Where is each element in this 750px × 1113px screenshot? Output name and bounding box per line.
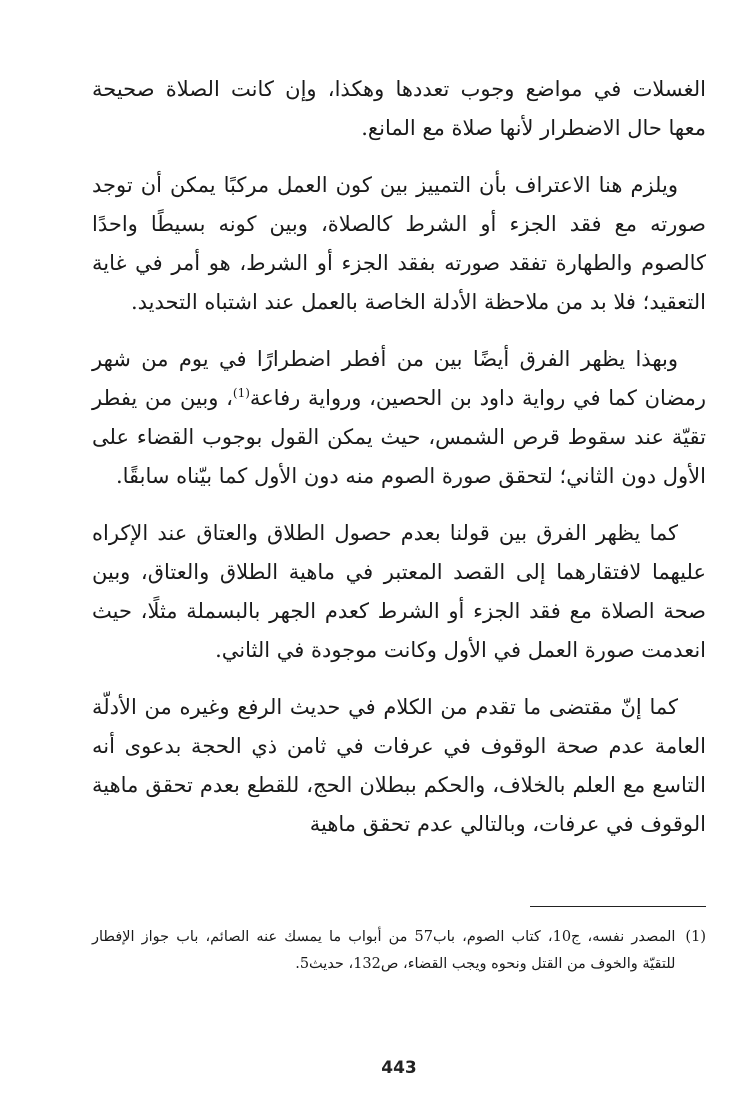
footnote-divider xyxy=(530,906,706,907)
book-page xyxy=(92,70,706,1100)
footnote xyxy=(92,924,706,978)
footnote-text: المصدر نفسه، ج10، كتاب الصوم، باب57 من أبواب ما يمسك عنه الصائم، باب جواز الإفطار للتقيّة والخوف من القتل ونحوه ويجب القضاء، ص132، حديث5. xyxy=(92,929,676,972)
footnote-reference[interactable]: (1) xyxy=(232,386,250,400)
paragraph-3-before-ref: وبهذا يظهر الفرق أيضًا بين من أفطر اضطرارًا في يوم من شهر رمضان كما في رواية داود بن الحصين، ورواية رفاعة xyxy=(92,347,706,410)
paragraph-5: كما إنّ مقتضى ما تقدم من الكلام في حديث الرفع وغيره من الأدلّة العامة عدم صحة الوقوف في عرفات في ثامن ذي الحجة بدعوى أنه التاسع مع العلم بالخلاف، والحكم ببطلان الحج، للقطع بعدم تحقق ماهية الوقوف في عرفات، وبالتالي عدم تحقق ماهية xyxy=(92,695,706,836)
paragraph-2: ويلزم هنا الاعتراف بأن التمييز بين كون العمل مركبًا يمكن أن توجد صورته مع فقد الجزء أو الشرط كالصلاة، وبين كونه بسيطًا واحدًا كالصوم والطهارة تفقد صورته بفقد الجزء أو الشرط، هو أمر في غاية التعقيد؛ فلا بد من ملاحظة الأدلة الخاصة بالعمل عند اشتباه التحديد. xyxy=(92,173,706,314)
footnote-number: (1) xyxy=(685,929,706,945)
page-number: 443 xyxy=(381,1058,417,1078)
paragraph-1: الغسلات في مواضع وجوب تعددها وهكذا، وإن كانت الصلاة صحيحة معها حال الاضطرار لأنها صلاة مع المانع. xyxy=(92,77,706,140)
paragraph-3 xyxy=(92,340,706,496)
main-text xyxy=(92,70,706,844)
paragraph-4: كما يظهر الفرق بين قولنا بعدم حصول الطلاق والعتاق عند الإكراه عليهما لافتقارهما إلى القصد المعتبر في ماهية الطلاق والعتاق، وبين صحة الصلاة مع فقد الجزء أو الشرط كعدم الجهر بالبسملة مثلًا، حيث انعدمت صورة العمل في الأول وكانت موجودة في الثاني. xyxy=(92,521,706,662)
paragraph-3-after-ref: ، وبين من يفطر تقيّة عند سقوط قرص الشمس، حيث يمكن القول بوجوب القضاء على الأول دون الثاني؛ لتحقق صورة الصوم منه دون الأول كما بيّناه سابقًا. xyxy=(92,386,706,488)
